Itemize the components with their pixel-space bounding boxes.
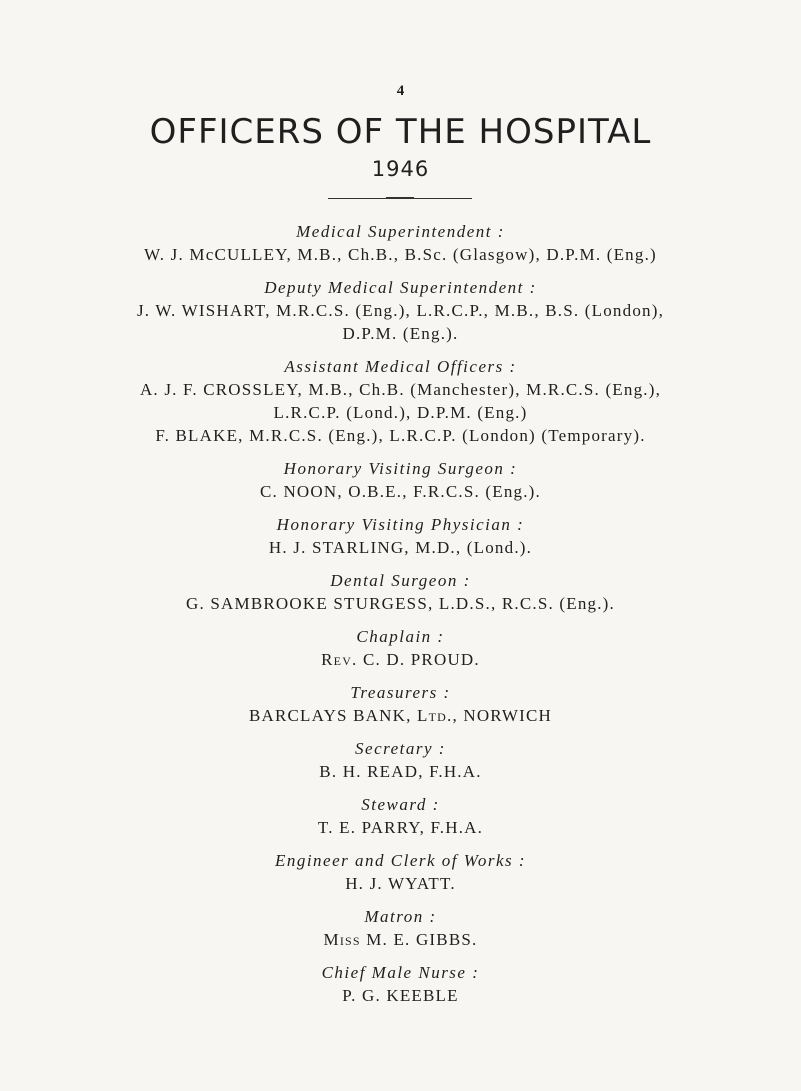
officer-entry: H. J. STARLING, M.D., (Lond.). [268, 538, 533, 557]
officer-entry: W. J. McCULLEY, M.B., Ch.B., B.Sc. (Glasgow), D.P.M. (Eng.) [144, 245, 657, 264]
section-heading: Assistant Medical Officers : [284, 357, 517, 376]
section-heading: Dental Surgeon : [330, 571, 471, 590]
section-heading: Honorary Visiting Surgeon : [283, 459, 518, 478]
section-heading: Chaplain : [356, 627, 445, 646]
officer-section [0, 793, 801, 839]
section-heading: Matron : [364, 907, 437, 926]
officer-section [0, 625, 801, 671]
officers-list [0, 210, 801, 1007]
officer-entry: Miss M. E. GIBBS. [323, 930, 478, 949]
officer-section [0, 849, 801, 895]
section-heading: Deputy Medical Superintendent : [264, 278, 537, 297]
officer-entry: F. BLAKE, M.R.C.S. (Eng.), L.R.C.P. (London) (Temporary). [155, 426, 646, 445]
page-number: 4 [396, 83, 405, 99]
page-title: OFFICERS OF THE HOSPITAL [149, 112, 652, 152]
officer-entry: J. W. WISHART, M.R.C.S. (Eng.), L.R.C.P., M.B., B.S. (London), [136, 301, 665, 320]
officer-entry: D.P.M. (Eng.). [342, 324, 459, 343]
officer-entry: Rev. C. D. PROUD. [321, 650, 480, 669]
officer-entry: G. SAMBROOKE STURGESS, L.D.S., R.C.S. (Eng.). [186, 594, 615, 613]
officer-section [0, 681, 801, 727]
officer-section [0, 569, 801, 615]
officer-entry: P. G. KEEBLE [342, 986, 459, 1005]
title-divider [328, 198, 472, 199]
officer-section [0, 220, 801, 266]
section-heading: Engineer and Clerk of Works : [274, 851, 527, 870]
officer-section [0, 905, 801, 951]
officer-entry: L.R.C.P. (Lond.), D.P.M. (Eng.) [273, 403, 528, 422]
section-heading: Steward : [361, 795, 440, 814]
page-year: 1946 [371, 157, 430, 181]
section-heading: Secretary : [355, 739, 446, 758]
section-heading: Chief Male Nurse : [321, 963, 480, 982]
officer-section [0, 961, 801, 1007]
officer-section [0, 737, 801, 783]
officer-entry: B. H. READ, F.H.A. [319, 762, 482, 781]
officer-section [0, 276, 801, 345]
officer-entry: H. J. WYATT. [345, 874, 456, 893]
officer-entry: BARCLAYS BANK, Ltd., NORWICH [248, 706, 553, 725]
officer-entry: A. J. F. CROSSLEY, M.B., Ch.B. (Manchester), M.R.C.S. (Eng.), [139, 380, 662, 399]
section-heading: Honorary Visiting Physician : [276, 515, 525, 534]
section-heading: Treasurers : [350, 683, 451, 702]
officer-section [0, 513, 801, 559]
officer-entry: C. NOON, O.B.E., F.R.C.S. (Eng.). [260, 482, 541, 501]
officer-entry: T. E. PARRY, F.H.A. [317, 818, 484, 837]
section-heading: Medical Superintendent : [296, 222, 505, 241]
officer-section [0, 457, 801, 503]
officer-section [0, 355, 801, 447]
